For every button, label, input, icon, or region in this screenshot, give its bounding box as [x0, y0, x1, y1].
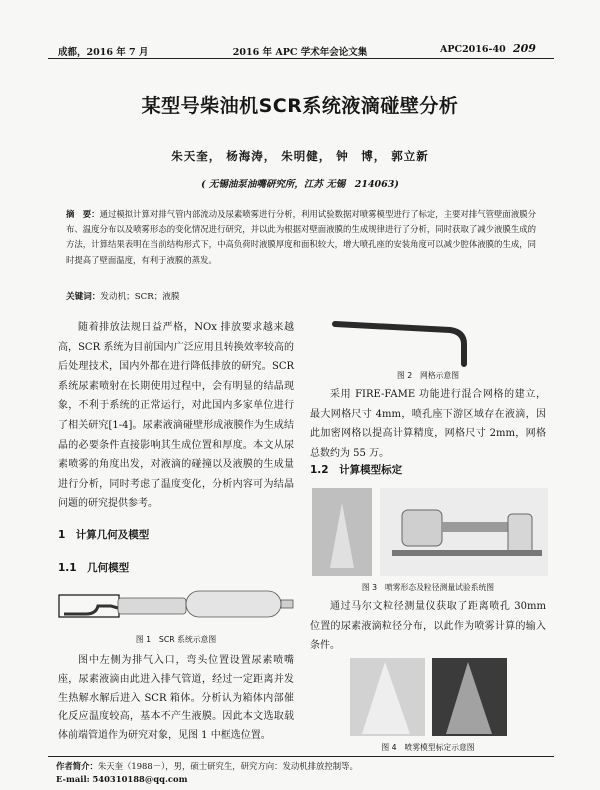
section-1-2-heading: 1.2 计算模型标定 [310, 464, 403, 476]
email-address[interactable]: 540310188@qq.com [92, 774, 188, 784]
keywords-label: 关键词： [66, 292, 101, 302]
intro-paragraph: 随着排放法规日益严格，NOx 排放要求越来越高，SCR 系统为目前国内广泛应用且转换效率较高的后处理技术，国内外都在进行降低排放的研究。SCR 系统尿素喷射在长期使用过程中，会有明显的结晶现象，不利于系统的正常运行，对此国内多家单位进行了相关研究[1-4]。尿素液滴碰壁形成液膜作为生成结晶的必要条件直接影响其生成位置和厚度。本文从尿素喷雾的角度出发，对液滴的碰撞以及液膜的生成量进行分析，同时考虑了温度变化，分析内容可为结晶问题的研究提供参考。 [58, 322, 294, 510]
abstract [66, 207, 536, 268]
affiliation: ( 无锡油泵油嘴研究所，江苏 无锡 214063) [201, 179, 399, 190]
section-1-heading: 1 计算几何及模型 [58, 529, 150, 541]
figure-1-inlet-pipe [64, 606, 118, 614]
footer-rule [48, 756, 554, 757]
figure-2-pipe-mesh [335, 324, 464, 364]
figure-4-spray-calibration [350, 658, 510, 738]
email-label: E-mail: [56, 774, 90, 784]
section-1-1-heading: 1.1 几何模型 [58, 562, 130, 574]
authors: 朱天奎， 杨海涛， 朱明健， 钟 博， 郭立新 [171, 149, 429, 163]
figure-1-front-pipe [118, 598, 186, 614]
figure-1-outlet [281, 600, 293, 608]
author-note-label: 作者简介： [56, 761, 98, 771]
figure-1-scr-system [56, 586, 296, 630]
header-center: 2016 年 APC 学术年会论文集 [232, 47, 368, 58]
figure-1-caption: 图 1 SCR 系统示意图 [135, 635, 217, 644]
figure-3-laser-unit [402, 510, 442, 546]
figure-3-test-system [312, 488, 548, 578]
paper-title: 某型号柴油机SCR系统液滴碰壁分析 [141, 95, 459, 117]
author-note [56, 760, 358, 772]
figure-3-base [392, 550, 542, 556]
email-line [56, 774, 187, 784]
figure-4-caption: 图 4 喷雾模型标定示意图 [381, 743, 475, 752]
mesh-paragraph: 采用 FIRE-FAME 功能进行混合网格的建立，最大网格尺寸 4mm，喷孔座下游区域存在液滴，因此加密网格以提高计算精度，网格尺寸 2mm，网格总数约为 55 万。 [310, 389, 546, 459]
figure-3-receiver [508, 514, 532, 554]
figure-3-rail [442, 522, 512, 532]
keywords [66, 290, 536, 302]
figure-2-caption: 图 2 网格示意图 [396, 371, 460, 380]
figure-1-scr-box [186, 591, 281, 617]
keywords-text: 发动机；SCR；液膜 [100, 292, 180, 302]
header-code: APC2016-40 [440, 44, 506, 55]
figure-2-mesh [330, 316, 490, 368]
abstract-label: 摘 要： [66, 209, 100, 219]
header-left: 成都，2016 年 7 月 [58, 47, 149, 58]
abstract-text: 通过模拟计算对排气管内部流动及尿素喷雾进行分析，利用试验数据对喷雾模型进行了标定，主要对排气管壁面液膜分布、温度分布以及喷雾形态的变化情况进行研究，并以此为根据对壁面液膜的生成规律进行了分析，同时获取了减少液膜生成的方法，计算结果表明在当前结构形式下，中高负荷时液膜厚度和面积较大，增大喷孔座的安装角度可以减少腔体液膜的生成，同时提高了壁面温度，有利于液膜的蒸发。 [66, 209, 537, 265]
page-number: 209 [513, 42, 536, 55]
author-note-text: 朱天奎（1988－），男，硕士研究生，研究方向：发动机排放控制等。 [97, 761, 358, 771]
calibration-paragraph: 通过马尔文粒径测量仪获取了距离喷孔 30mm 位置的尿素液滴粒径分布，以此作为喷雾计算的输入条件。 [310, 601, 546, 652]
figure-3-caption: 图 3 喷雾形态及粒径测量试验系统图 [361, 583, 495, 592]
geometry-paragraph: 图中左侧为排气入口，弯头位置设置尿素喷嘴座，尿素液滴由此进入排气管道，经过一定距离并发生热解水解后进入 SCR 箱体。分析认为箱体内部催化反应温度较高，基本不产生液膜。因此本文选取载体前端管道作为研究对象，见图 1 中框选位置。 [58, 655, 294, 742]
header-rule [48, 58, 554, 59]
